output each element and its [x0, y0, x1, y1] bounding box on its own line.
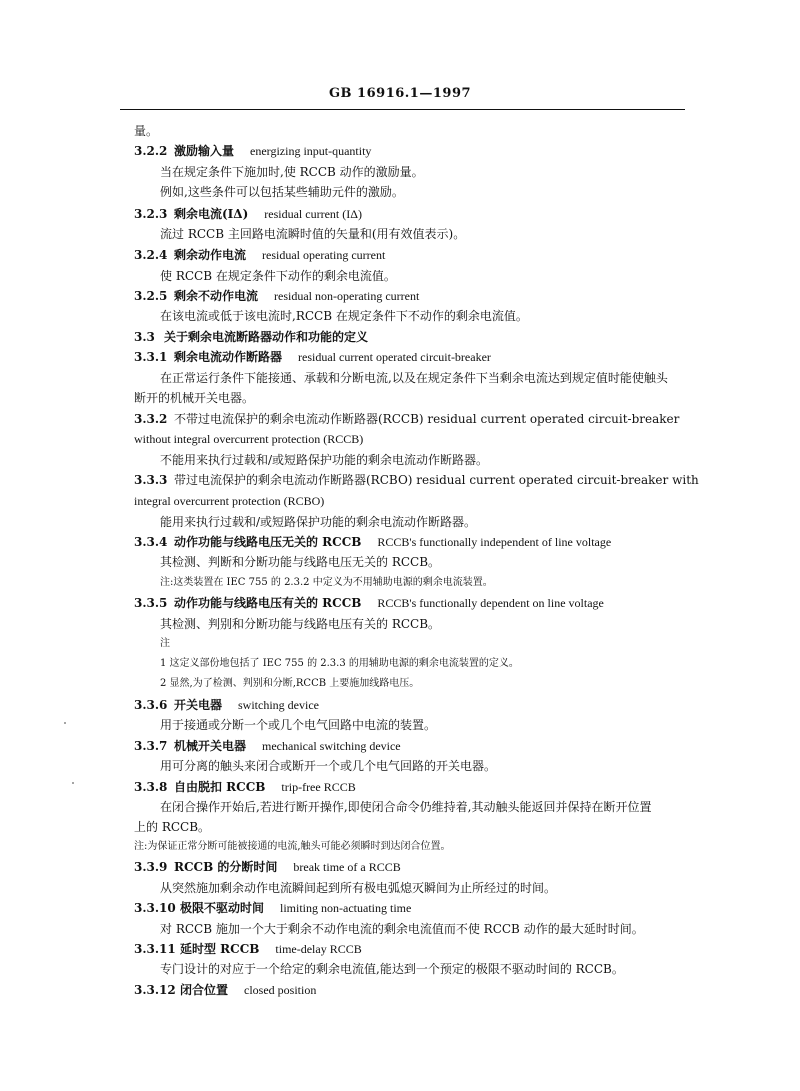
text-line: 其检测、判断和分断功能与线路电压无关的 RCCB。	[160, 555, 441, 569]
clause-term: 延时型 RCCB	[180, 942, 260, 956]
note-line: 注:为保证正常分断可能被接通的电流,触头可能必须瞬时到达闭合位置。	[134, 841, 451, 852]
clause-number: 3.2.3	[134, 207, 168, 221]
clause-number: 3.3.9	[134, 860, 168, 874]
clause-term-english: energizing input-quantity	[250, 144, 372, 158]
clause-3-3-12	[134, 983, 316, 997]
note-line: 注:这类装置在 IEC 755 的 2.3.2 中定义为不用辅助电源的剩余电流装置。	[160, 577, 493, 588]
clause-term: 剩余动作电流	[174, 248, 247, 262]
text-line: 例如,这些条件可以包括某些辅助元件的激励。	[160, 185, 404, 199]
clause-term-english: time-delay RCCB	[275, 942, 362, 956]
text-line: 在正常运行条件下能接通、承载和分断电流,以及在规定条件下当剩余电流达到规定值时能使触头	[160, 371, 668, 385]
clause-3-3-1	[134, 350, 491, 364]
text-line: 用于接通或分断一个或几个电气回路中电流的装置。	[160, 718, 437, 732]
clause-term-english: RCCB's functionally independent of line voltage	[377, 535, 612, 549]
text-line: 用可分离的触头来闭合或断开一个或几个电气回路的开关电器。	[160, 759, 497, 773]
text-line: 断开的机械开关电器。	[134, 391, 255, 405]
note-heading: 注	[160, 638, 170, 649]
clause-term: 激励输入量	[174, 144, 235, 158]
clause-term-english: residual current operated circuit-breaker	[298, 350, 491, 364]
clause-3-3-2	[134, 412, 679, 426]
clause-3-2-5	[134, 289, 419, 303]
clause-number: 3.3.7	[134, 739, 168, 753]
text-line: without integral overcurrent protection (RCCB)	[134, 432, 364, 446]
text-line: 量。	[134, 124, 159, 138]
clause-term-english: residual current (IΔ)	[264, 207, 362, 221]
clause-3-2-3	[134, 207, 362, 221]
clause-number: 3.3.6	[134, 698, 168, 712]
clause-number: 3.3.10	[134, 901, 176, 915]
clause-term-english: break time of a RCCB	[293, 860, 401, 874]
clause-number: 3.2.2	[134, 144, 168, 158]
note-line: 1 这定义部份地包括了 IEC 755 的 2.3.3 的用辅助电源的剩余电流装置的定义。	[160, 658, 519, 669]
clause-term: 动作功能与线路电压无关的 RCCB	[174, 535, 362, 549]
clause-term: 闭合位置	[180, 983, 229, 997]
clause-number: 3.3.8	[134, 780, 168, 794]
clause-term: 自由脱扣 RCCB	[174, 780, 266, 794]
clause-3-3-9	[134, 860, 401, 874]
text-line: 在该电流或低于该电流时,RCCB 在规定条件下不动作的剩余电流值。	[160, 309, 528, 323]
clause-3-3-10	[134, 901, 411, 915]
clause-3-3-6	[134, 698, 319, 712]
clause-number: 3.3.4	[134, 535, 168, 549]
clause-3-2-4	[134, 248, 385, 262]
clause-3-3-11	[134, 942, 362, 956]
text-line: 流过 RCCB 主回路电流瞬时值的矢量和(用有效值表示)。	[160, 227, 466, 241]
clause-term-english: RCCB's functionally dependent on line voltage	[377, 596, 604, 610]
clause-3-3-5	[134, 596, 604, 610]
text-line: 在闭合操作开始后,若进行断开操作,即使闭合命令仍维持着,其动触头能返回并保持在断开位置	[160, 800, 652, 814]
clause-term-english: residual operating current	[262, 248, 386, 262]
clause-number: 3.3.11	[134, 942, 176, 956]
clause-3-2-2	[134, 144, 371, 158]
text-line: 不能用来执行过载和/或短路保护功能的剩余电流动作断路器。	[160, 453, 489, 467]
clause-term-english: trip-free RCCB	[281, 780, 356, 794]
clause-term: 机械开关电器	[174, 739, 247, 753]
document-header: GB 16916.1—1997	[328, 86, 472, 101]
clause-term: 开关电器	[174, 698, 223, 712]
header-rule	[120, 109, 685, 110]
text-line: integral overcurrent protection (RCBO)	[134, 494, 325, 508]
clause-term: 剩余不动作电流	[174, 289, 259, 303]
text-line: 专门设计的对应于一个给定的剩余电流值,能达到一个预定的极限不驱动时间的 RCCB。	[160, 962, 624, 976]
clause-number: 3.3.1	[134, 350, 168, 364]
text-line: 对 RCCB 施加一个大于剩余不动作电流的剩余电流值而不使 RCCB 动作的最大延时时间。	[160, 922, 644, 936]
clause-term: 剩余电流动作断路器	[174, 350, 283, 364]
clause-number: 3.3.12	[134, 983, 176, 997]
text-line: 当在规定条件下施加时,使 RCCB 动作的激励量。	[160, 165, 424, 179]
clause-term: RCCB 的分断时间	[174, 860, 278, 874]
note-line: 2 显然,为了检测、判别和分断,RCCB 上要施加线路电压。	[160, 678, 420, 689]
clause-term: 极限不驱动时间	[180, 901, 265, 915]
clause-term: 剩余电流(IΔ)	[174, 207, 249, 221]
clause-number: 3.3.5	[134, 596, 168, 610]
clause-heading-text: 不带过电流保护的剩余电流动作断路器(RCCB) residual current operated circuit-breaker	[174, 412, 680, 426]
clause-term-english: switching device	[238, 698, 319, 712]
section-title: 关于剩余电流断路器动作和功能的定义	[164, 330, 369, 344]
clause-term-english: closed position	[244, 983, 317, 997]
section-3-3	[134, 330, 384, 344]
text-line: 从突然施加剩余动作电流瞬间起到所有极电弧熄灭瞬间为止所经过的时间。	[160, 881, 557, 895]
section-number: 3.3	[134, 330, 155, 344]
clause-number: 3.2.4	[134, 248, 168, 262]
clause-number: 3.2.5	[134, 289, 168, 303]
clause-number: 3.3.2	[134, 412, 168, 426]
clause-3-3-8	[134, 780, 356, 794]
clause-term-english: limiting non-actuating time	[280, 901, 412, 915]
clause-term: 动作功能与线路电压有关的 RCCB	[174, 596, 362, 610]
clause-3-3-4	[134, 535, 611, 549]
text-line: 上的 RCCB。	[134, 820, 211, 834]
clause-heading-text: 带过电流保护的剩余电流动作断路器(RCBO) residual current operated circuit-breaker with	[174, 473, 699, 487]
clause-3-3-3	[134, 473, 699, 487]
clause-term-english: mechanical switching device	[262, 739, 401, 753]
clause-term-english: residual non-operating current	[274, 289, 420, 303]
scan-speck	[72, 782, 74, 784]
scan-speck	[64, 722, 66, 724]
text-line: 其检测、判别和分断功能与线路电压有关的 RCCB。	[160, 617, 441, 631]
clause-3-3-7	[134, 739, 401, 753]
text-line: 使 RCCB 在规定条件下动作的剩余电流值。	[160, 269, 396, 283]
text-line: 能用来执行过载和/或短路保护功能的剩余电流动作断路器。	[160, 515, 477, 529]
clause-number: 3.3.3	[134, 473, 168, 487]
